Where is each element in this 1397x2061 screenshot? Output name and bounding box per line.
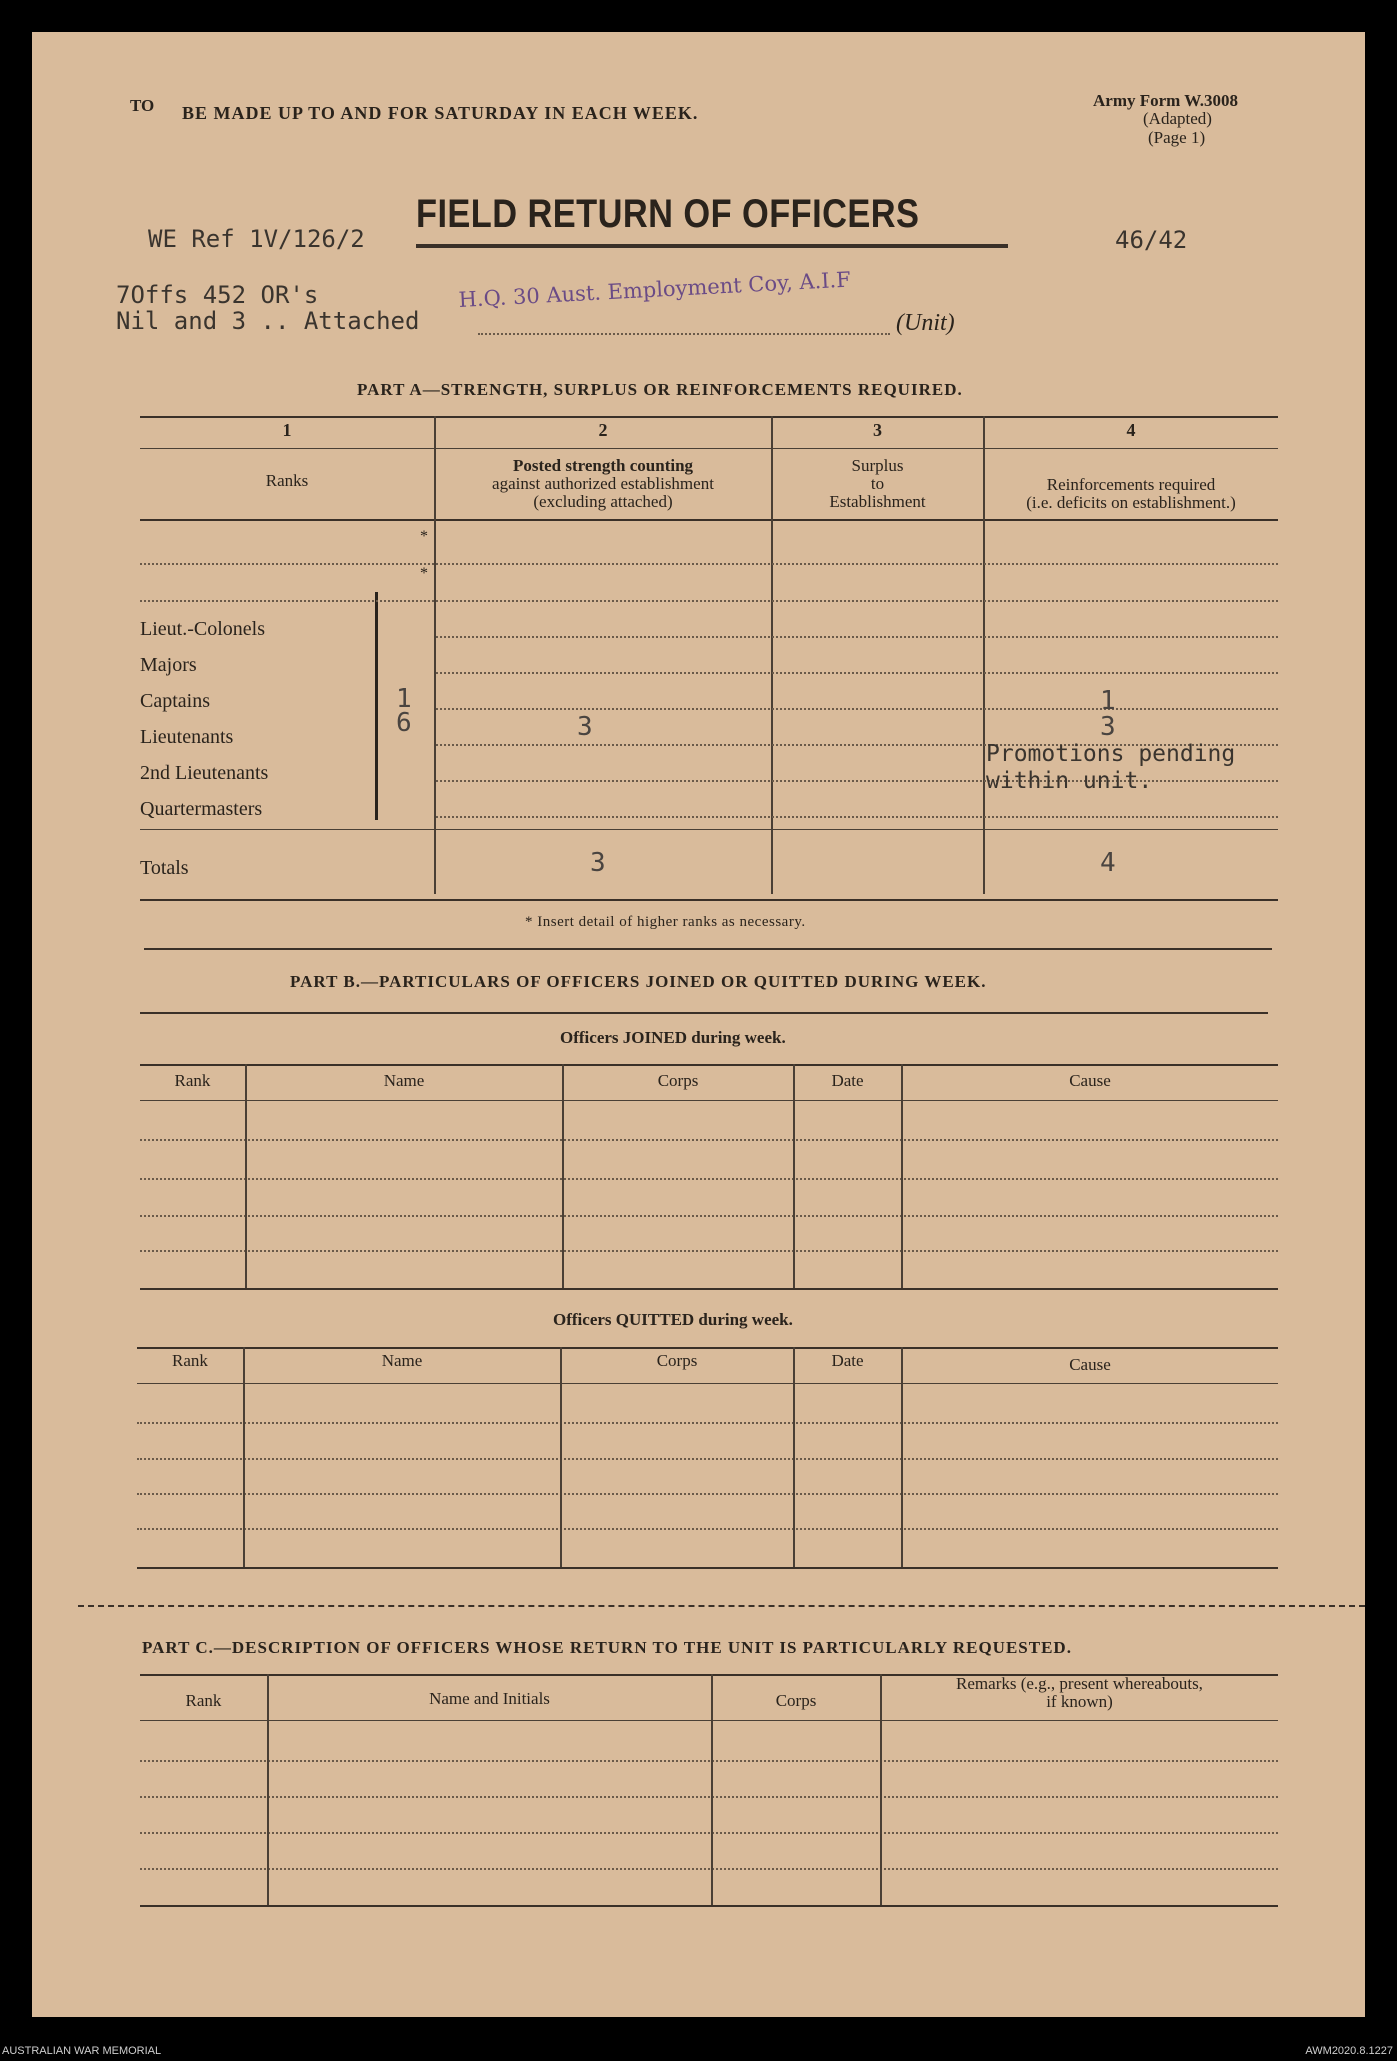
quitted-divider bbox=[793, 1347, 795, 1567]
quitted-row-line bbox=[137, 1528, 1278, 1530]
quitted-col-name: Name bbox=[381, 1351, 423, 1370]
perforation-line bbox=[78, 1605, 1365, 1607]
part-a-top-rule bbox=[140, 416, 1278, 418]
joined-col-name: Name bbox=[383, 1071, 425, 1090]
joined-title: Officers JOINED during week. bbox=[560, 1028, 786, 1047]
joined-divider bbox=[901, 1064, 903, 1288]
form-adapted: (Adapted) bbox=[1143, 109, 1212, 128]
part-a-bottom-rule bbox=[140, 899, 1278, 901]
total-posted: 3 bbox=[590, 848, 606, 878]
part-c-col-name: Name and Initials bbox=[429, 1689, 550, 1708]
col-3-header-line-3: Establishment bbox=[829, 492, 926, 511]
quitted-top-rule bbox=[137, 1347, 1278, 1349]
row-line bbox=[436, 708, 1278, 710]
part-c-divider bbox=[880, 1674, 882, 1905]
col-4-header-line-2: (i.e. deficits on establishment.) bbox=[1026, 493, 1236, 512]
title-underline bbox=[416, 244, 1008, 248]
part-b-title: PART B.—PARTICULARS OF OFFICERS JOINED OR QUITTED DURING WEEK. bbox=[290, 972, 987, 991]
part-c-header-rule bbox=[140, 1720, 1278, 1721]
quitted-row-line bbox=[137, 1458, 1278, 1460]
strength-line-2: Nil and 3 .. Attached bbox=[116, 307, 420, 335]
row-line bbox=[436, 816, 1278, 818]
col-2-header-line-2: against authorized establishment bbox=[492, 474, 714, 493]
part-c-row-line bbox=[140, 1796, 1278, 1798]
joined-col-corps: Corps bbox=[657, 1071, 699, 1090]
part-c-title: PART C.—DESCRIPTION OF OFFICERS WHOSE RETURN TO THE UNIT IS PARTICULARLY REQUESTED. bbox=[142, 1638, 1072, 1657]
part-c-col-corps: Corps bbox=[775, 1691, 817, 1710]
part-c-remarks-line-1: Remarks (e.g., present whereabouts, bbox=[956, 1674, 1203, 1693]
col-number-3: 3 bbox=[873, 420, 882, 440]
part-a-title: PART A—STRENGTH, SURPLUS OR REINFORCEMENTS REQUIRED. bbox=[357, 380, 963, 399]
quitted-header-rule bbox=[137, 1383, 1278, 1384]
joined-row-line bbox=[140, 1139, 1278, 1141]
part-a-footnote: * Insert detail of higher ranks as necessary. bbox=[525, 914, 806, 930]
part-c-row-line bbox=[140, 1868, 1278, 1870]
quitted-col-corps: Corps bbox=[656, 1351, 698, 1370]
quitted-row-line bbox=[137, 1493, 1278, 1495]
col-number-1: 1 bbox=[282, 420, 292, 440]
col-3-header-line-1: Surplus bbox=[851, 456, 904, 475]
posted-lieutenants: 3 bbox=[577, 712, 593, 742]
remark-line-1: Promotions pending bbox=[986, 741, 1236, 767]
strength-line-1: 7Offs 452 OR's bbox=[116, 281, 319, 309]
total-reinforcements: 4 bbox=[1100, 848, 1116, 878]
part-a-divider-3 bbox=[983, 416, 985, 894]
remark-line-2: within unit. bbox=[986, 768, 1153, 794]
joined-row-line bbox=[140, 1178, 1278, 1180]
form-instruction: BE MADE UP TO AND FOR SATURDAY IN EACH WEEK. bbox=[182, 103, 699, 123]
part-c-col-rank: Rank bbox=[185, 1691, 222, 1710]
col-3-header-line-2: to bbox=[870, 474, 885, 493]
col-number-rule bbox=[140, 448, 1278, 449]
part-c-row-line bbox=[140, 1760, 1278, 1762]
row-line bbox=[140, 600, 1278, 602]
totals-rule bbox=[140, 829, 1278, 830]
ref-number: WE Ref 1V/126/2 bbox=[148, 225, 365, 253]
reinf-captains: 1 bbox=[1100, 686, 1116, 716]
rank-majors: Majors bbox=[140, 654, 197, 676]
form-page: (Page 1) bbox=[1148, 128, 1206, 147]
rank-2nd-lieutenants: 2nd Lieutenants bbox=[140, 762, 269, 784]
rank-captains: Captains bbox=[140, 690, 210, 712]
to-label: TO bbox=[130, 96, 155, 115]
part-a-header-rule bbox=[140, 519, 1278, 521]
joined-divider bbox=[562, 1064, 564, 1288]
quitted-bottom-rule bbox=[137, 1567, 1278, 1569]
page-title: FIELD RETURN OF OFFICERS bbox=[416, 192, 920, 236]
joined-col-rank: Rank bbox=[174, 1071, 211, 1090]
col-ranks-header: Ranks bbox=[265, 471, 309, 490]
joined-col-cause: Cause bbox=[1069, 1071, 1111, 1090]
rank-bracket bbox=[375, 592, 378, 820]
joined-col-date: Date bbox=[831, 1071, 864, 1090]
joined-row-line bbox=[140, 1250, 1278, 1252]
row-line bbox=[436, 672, 1278, 674]
joined-header-rule bbox=[140, 1100, 1278, 1101]
asterisk-2: * bbox=[420, 565, 428, 582]
part-c-remarks-line-2: if known) bbox=[1046, 1692, 1113, 1711]
part-a-divider-1 bbox=[434, 416, 436, 894]
part-c-divider bbox=[711, 1674, 713, 1905]
part-c-row-line bbox=[140, 1832, 1278, 1834]
part-c-divider bbox=[267, 1674, 269, 1905]
joined-divider bbox=[245, 1064, 247, 1288]
joined-divider bbox=[793, 1064, 795, 1288]
row-line bbox=[140, 563, 1278, 565]
archive-reference: AWM2020.8.1227 bbox=[1305, 2045, 1393, 2057]
part-c-bottom-rule bbox=[140, 1905, 1278, 1907]
archive-credit: AUSTRALIAN WAR MEMORIAL bbox=[2, 2045, 162, 2057]
part-b-title-rule bbox=[140, 1012, 1268, 1014]
col-4-header-line-1: Reinforcements required bbox=[1046, 475, 1216, 494]
quitted-row-line bbox=[137, 1422, 1278, 1424]
reinf-lieutenants: 3 bbox=[1100, 712, 1116, 742]
row-line bbox=[436, 636, 1278, 638]
joined-row-line bbox=[140, 1215, 1278, 1217]
rank-lieutenants: Lieutenants bbox=[140, 726, 234, 748]
quitted-col-cause: Cause bbox=[1069, 1355, 1111, 1374]
col-2-header-line-1: Posted strength counting bbox=[512, 456, 694, 475]
rank-quartermasters: Quartermasters bbox=[140, 798, 263, 820]
form-name: Army Form W.3008 bbox=[1093, 91, 1238, 110]
establishment-lieutenants: 6 bbox=[396, 708, 412, 738]
unit-dotted-line bbox=[478, 333, 890, 335]
quitted-title: Officers QUITTED during week. bbox=[553, 1310, 793, 1329]
col-number-4: 4 bbox=[1126, 420, 1136, 440]
col-number-2: 2 bbox=[598, 420, 608, 440]
totals-label: Totals bbox=[140, 857, 189, 879]
establishment-captains: 1 bbox=[396, 684, 412, 714]
quitted-divider bbox=[901, 1347, 903, 1567]
unit-label: (Unit) bbox=[896, 310, 955, 336]
joined-bottom-rule bbox=[140, 1288, 1278, 1290]
section-rule bbox=[144, 948, 1272, 950]
unit-stamp: H.Q. 30 Aust. Employment Coy, A.I.F bbox=[458, 267, 852, 312]
quitted-divider bbox=[243, 1347, 245, 1567]
part-a-divider-2 bbox=[771, 416, 773, 894]
quitted-col-date: Date bbox=[831, 1351, 864, 1370]
quitted-col-rank: Rank bbox=[172, 1351, 208, 1370]
date-code: 46/42 bbox=[1115, 226, 1188, 254]
quitted-divider bbox=[560, 1347, 562, 1567]
rank-lieut-colonels: Lieut.-Colonels bbox=[140, 618, 265, 640]
col-2-header-line-3: (excluding attached) bbox=[533, 492, 673, 511]
asterisk-1: * bbox=[420, 528, 428, 545]
joined-top-rule bbox=[140, 1064, 1278, 1066]
